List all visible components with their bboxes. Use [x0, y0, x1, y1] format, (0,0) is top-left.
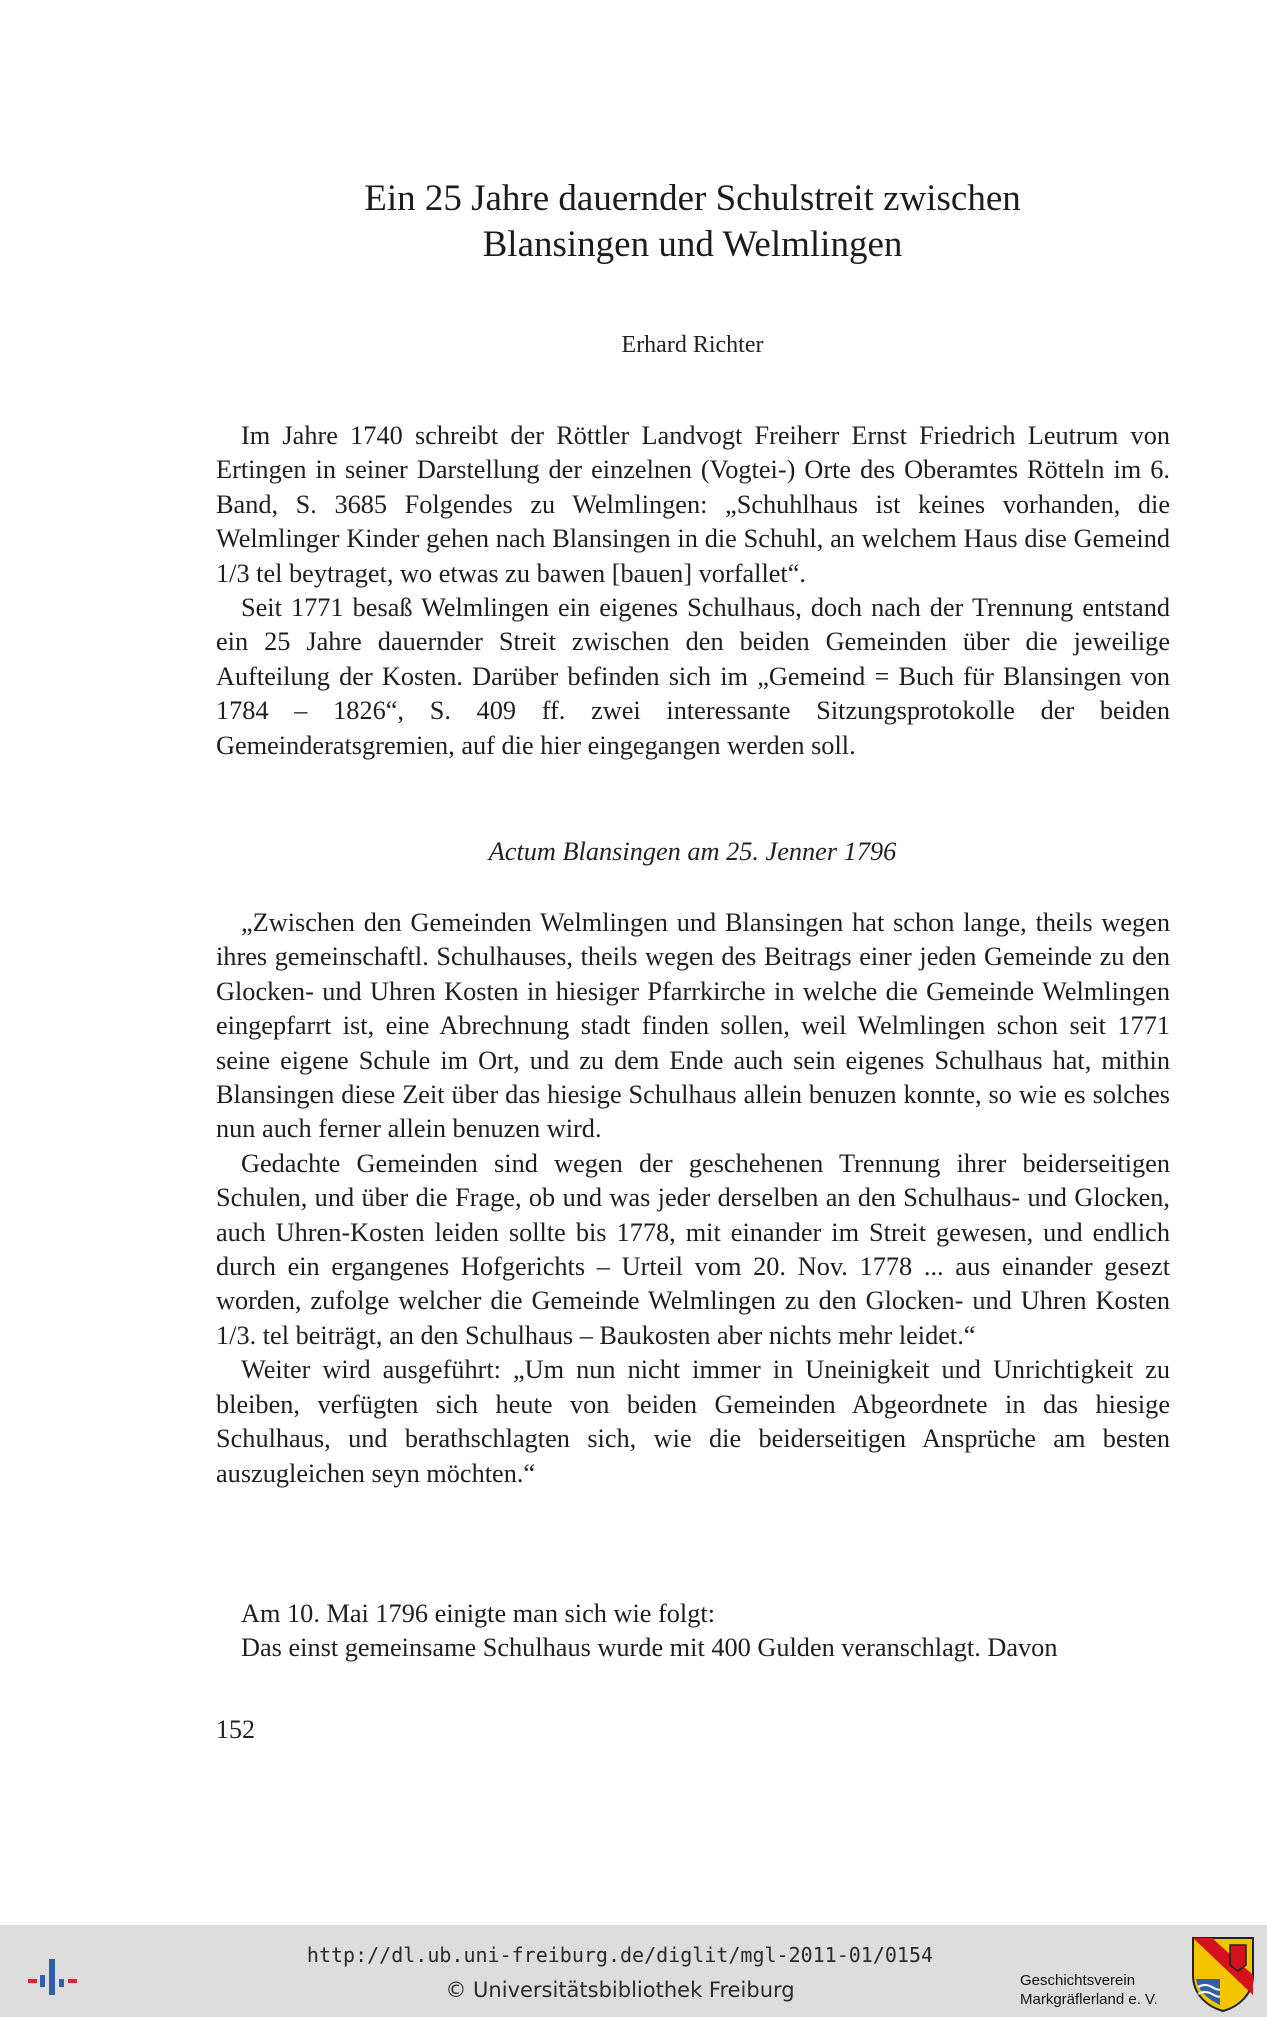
paragraph: „Zwischen den Gemeinden Welmlingen und Blansingen hat schon lange, theils wegen ihres gemeinschaftl. Schulhauses, theils wegen des Beitrags einer jeden Gemeinde zu den Glocken- und Uhren Kosten in hiesiger Pfarrkirche in welche die Gemeinde Welmlingen eingepfarrt ist, eine Abrechnung stadt finden sollen, weil Welmlingen schon seit 1771 seine eigene Schule im Ort, und zu dem Ende auch sein eigenes Schulhaus hat, mithin Blansingen diese Zeit über das hiesige Schulhaus allein benuzen konnte, so wie es solches nun auch ferner allein benuzen wird. — [216, 908, 1170, 1144]
paragraph: Am 10. Mai 1796 einigte man sich wie folgt: — [241, 1599, 715, 1628]
footer-bar — [0, 1925, 1267, 2017]
ub-freiburg-logo-icon[interactable] — [28, 1957, 84, 1997]
paragraph: Seit 1771 besaß Welmlingen ein eigenes Schulhaus, doch nach der Trennung entstand ein 25 Jahre dauernder Streit zwischen den beiden Gemeinden über die jeweilige Aufteilung der Kosten. Darüber befinden sich im „Gemeind = Buch für Blansingen von 1784 – 1826“, S. 409 ff. zwei interessante Sitzungsprotokolle der beiden Gemeinderatsgremien, auf die hier eingegangen werden soll. — [216, 593, 1170, 760]
document-url-link[interactable]: http://dl.ub.uni-freiburg.de/diglit/mgl-2011-01/0154 — [306, 1943, 934, 1967]
section-heading: Actum Blansingen am 25. Jenner 1796 — [488, 837, 897, 866]
title-line-1: Ein 25 Jahre dauernder Schulstreit zwischen — [364, 178, 1021, 219]
paragraph: Weiter wird ausgeführt: „Um nun nicht immer in Uneinigkeit und Unrichtigkeit zu bleiben, verfügten sich heute von beiden Gemeinden Abgeordnete in das hiesige Schulhaus, und berathschlagten sich, wie die beiderseitigen Ansprüche am besten auszugleichen seyn möchten.“ — [216, 1355, 1170, 1488]
paragraph: Gedachte Gemeinden sind wegen der geschehenen Trennung ihrer beiderseitigen Schulen, und über die Frage, ob und was jeder derselben an den Schulhaus- und Glocken, auch Uhren-Kosten leiden sollte bis 1778, mit einander im Streit gewesen, und endlich durch ein ergangenes Hofgerichts – Urteil vom 20. Nov. 1778 ... aus einander gesezt worden, zufolge welcher die Gemeinde Welmlingen zu den Glocken- und Uhren Kosten 1/3. tel beiträgt, an den Schulhaus – Baukosten aber nichts mehr leidet.“ — [216, 1148, 1170, 1350]
article-title — [215, 176, 1170, 268]
heraldic-crest-icon — [1190, 1935, 1256, 2013]
section-text — [216, 906, 1170, 1491]
title-line-2: Blansingen und Welmlingen — [482, 224, 903, 265]
copyright-notice: © Universitätsbibliothek Freiburg — [445, 1978, 795, 2002]
author-name: Erhard Richter — [621, 332, 764, 358]
intro-text — [216, 419, 1170, 763]
page-number: 152 — [216, 1715, 255, 1744]
society-name-line-2: Markgräflerland e. V. — [1020, 1991, 1158, 2008]
paragraph: Im Jahre 1740 schreibt der Röttler Landvogt Freiherr Ernst Friedrich Leutrum von Ertingen in seiner Darstellung der einzelnen (Vogtei-) Orte des Oberamtes Rötteln im 6. Band, S. 3685 Folgendes zu Welmlingen: „Schuhlhaus ist keines vorhanden, die Welmlinger Kinder gehen nach Blansingen in die Schuhl, an welchem Haus dise Gemeind 1/3 tel beytraget, wo etwas zu bawen [bauen] vorfallet“. — [216, 421, 1170, 588]
society-name — [1020, 1971, 1158, 2009]
society-name-line-1: Geschichtsverein — [1020, 1972, 1136, 1989]
paragraph: Das einst gemeinsame Schulhaus wurde mit 400 Gulden veranschlagt. Davon — [241, 1633, 1058, 1663]
closing-text — [216, 1597, 1170, 1666]
